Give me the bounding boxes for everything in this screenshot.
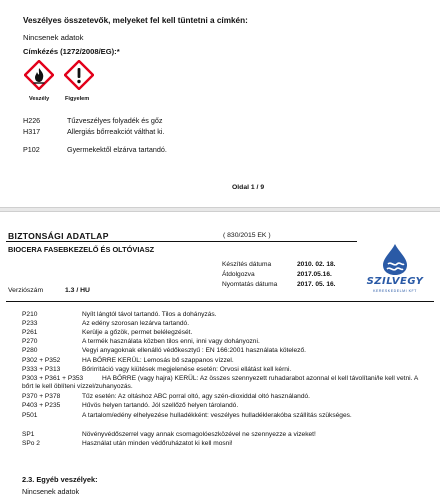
meta-key: Készítés dátuma — [222, 261, 272, 268]
pictogram-caption-danger: Veszély — [29, 96, 50, 102]
meta-key: Átdolgozva — [222, 271, 255, 278]
section-title: 2.3. Egyéb veszélyek: — [22, 475, 98, 484]
exclamation-icon — [64, 60, 94, 90]
statement-code: H317 — [23, 127, 41, 136]
precaution-text: Használat után minden védőruházatot ki kell mosni! — [82, 440, 233, 447]
precaution-code: P501 — [22, 412, 38, 419]
no-data-text: Nincsenek adatok — [23, 33, 84, 42]
precaution-text: A tartalom/edény elhelyezése hulladékként: veszélyes hulladéklerakóba szállítás szükséges. — [82, 412, 352, 419]
regulation-reference: ( 830/2015 EK ) — [223, 232, 271, 239]
logo-tagline: KERESKEDELMI KFT — [373, 289, 417, 293]
statement-code: P102 — [23, 145, 40, 154]
precaution-text: HA BŐRRE (vagy hajra) KERÜL: Az összes szennyezett ruhadarabot azonnal el kell távolítani/le kell vetni. A bőrt le kell öblíteni vízzel/zuhanyozás. — [22, 375, 418, 391]
document-page-1 — [0, 0, 440, 205]
statement-code: H226 — [23, 116, 41, 125]
meta-key: Nyomtatás dátuma — [222, 281, 278, 288]
section-text: Nincsenek adatok — [22, 487, 80, 496]
precaution-code: P233 — [22, 320, 38, 327]
precaution-code: P270 — [22, 338, 38, 345]
version-value: 1.3 / HU — [65, 287, 90, 294]
statement-text: Gyermekektől elzárva tartandó. — [67, 145, 167, 154]
company-logo — [355, 242, 435, 300]
precaution-text: Az edény szorosan lezárva tartandó. — [82, 320, 190, 327]
meta-value: 2017.05.16. — [297, 271, 332, 278]
precaution-code: P261 — [22, 329, 38, 336]
precaution-text: Vegyi anyagoknak ellenálló védőkesztyű : EN 166:2001 használata kötelező. — [82, 347, 306, 354]
precaution-code: P210 — [22, 311, 38, 318]
precaution-text: Tűz esetén: Az oltáshoz ABC porral oltó, agy szén-dioxiddal oltó használandó. — [82, 393, 310, 400]
precaution-code: P370 + P378 — [22, 393, 61, 400]
precaution-text: Nyílt lángtól távol tartandó. Tilos a dohányzás. — [82, 311, 217, 318]
drop-logo-icon — [355, 242, 435, 276]
version-label: Verziószám — [8, 287, 44, 294]
precaution-text: A termék használata közben tilos enni, inni vagy dohányozni. — [82, 338, 260, 345]
meta-value: 2010. 02. 18. — [297, 261, 336, 268]
precaution-code: SP1 — [22, 431, 35, 438]
header-bottom-divider — [6, 301, 434, 302]
precaution-code: P333 + P313 — [22, 366, 61, 373]
precaution-code: SPo 2 — [22, 440, 40, 447]
hazardous-components-heading: Veszélyes összetevők, melyeket fel kell tüntetni a címkén: — [23, 16, 248, 25]
precaution-text: Bőrirritáció vagy kiütések megjelenése esetén: Orvosi ellátást kell kérni. — [82, 366, 292, 373]
meta-value: 2017. 05. 16. — [297, 281, 336, 288]
product-name: BIOCERA FASEBKEZELŐ ÉS OLTÓVIASZ — [8, 245, 155, 254]
precaution-code: P303 + P361 + P353 — [22, 375, 84, 382]
statement-text: Allergiás bőrreakciót válthat ki. — [67, 127, 165, 136]
page-number: Oldal 1 / 9 — [232, 184, 265, 191]
document-title: BIZTONSÁGI ADATLAP — [8, 231, 109, 241]
labelling-title: Címkézés (1272/2008/EG):* — [23, 47, 120, 56]
document-page-2 — [0, 212, 440, 500]
precaution-code: P403 + P235 — [22, 402, 61, 409]
pictogram-caption-warning: Figyelem — [65, 96, 90, 102]
flame-icon — [24, 60, 54, 90]
precaution-text: Hűvös helyen tartandó. Jól szellőző helyen tárolandó. — [82, 402, 239, 409]
header-divider — [6, 241, 357, 242]
precaution-code: P302 + P352 — [22, 357, 61, 364]
statement-text: Tűzveszélyes folyadék és gőz — [67, 116, 163, 125]
precaution-text: Növényvédőszerrel vagy annak csomagolóeszközével ne szennyezze a vizeket! — [82, 431, 316, 438]
precaution-code: P280 — [22, 347, 38, 354]
precaution-text: Kerülje a gőzök, permet belélegzését. — [82, 329, 193, 336]
logo-wordmark: SZILVEGY — [366, 276, 424, 287]
precaution-text: HA BŐRRE KERÜL: Lemosás bő szappanos vízzel. — [82, 357, 234, 364]
